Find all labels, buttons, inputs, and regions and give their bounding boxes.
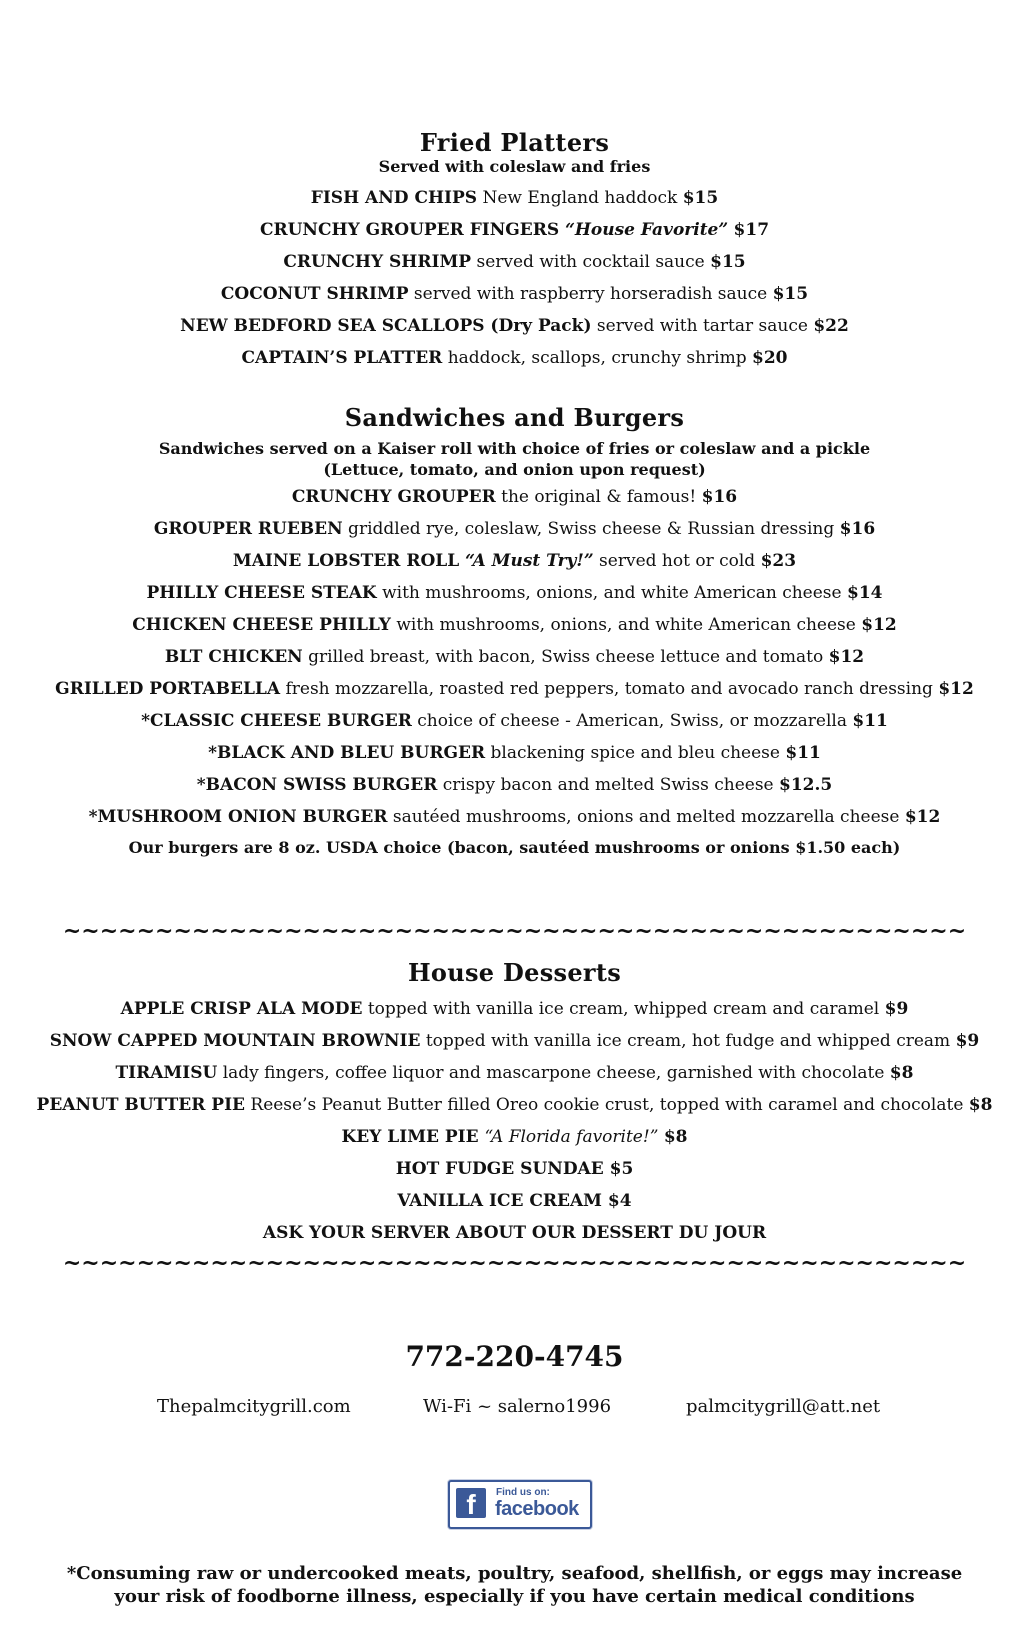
item-price: $16 — [839, 519, 876, 539]
fried-platter-item — [0, 220, 1029, 240]
item-description: Reese’s Peanut Butter filled Oreo cookie crust, topped with caramel and chocolate — [244, 1095, 969, 1115]
sandwich-item — [0, 743, 1029, 763]
sandwich-item — [0, 679, 1029, 699]
dessert-item — [0, 1063, 1029, 1083]
item-description: with mushrooms, onions, and white American cheese — [390, 615, 862, 635]
sandwiches-subtitle-2: (Lettuce, tomato, and onion upon request) — [323, 460, 706, 479]
email-link[interactable]: palmcitygrill@att.net — [686, 1396, 881, 1417]
item-price: $15 — [710, 252, 746, 272]
item-name: ASK YOUR SERVER ABOUT OUR DESSERT DU JOUR — [262, 1223, 767, 1243]
item-name: NEW BEDFORD SEA SCALLOPS (Dry Pack) — [180, 316, 592, 336]
item-name: FISH AND CHIPS — [310, 188, 478, 208]
item-price: $9 — [884, 999, 909, 1019]
item-name: KEY LIME PIE — [341, 1127, 485, 1147]
fried-platter-item — [0, 316, 1029, 336]
sandwich-item — [0, 487, 1029, 507]
item-name: CRUNCHY SHRIMP — [283, 252, 472, 272]
item-price: $15 — [682, 188, 719, 208]
item-name: CAPTAIN’S PLATTER — [241, 348, 443, 368]
fried-platters-subtitle: Served with coleslaw and fries — [378, 157, 651, 176]
item-price: $17 — [733, 220, 770, 240]
food-warning-line-1: *Consuming raw or undercooked meats, poultry, seafood, shellfish, or eggs may increase — [66, 1563, 963, 1584]
item-name: CRUNCHY GROUPER FINGERS — [259, 220, 566, 240]
item-description: griddled rye, coleslaw, Swiss cheese & Russian dressing — [342, 519, 840, 539]
item-name: APPLE CRISP ALA MODE — [120, 999, 363, 1019]
item-price: $8 — [968, 1095, 993, 1115]
sandwich-item — [0, 583, 1029, 603]
sandwich-item — [0, 775, 1029, 795]
sandwiches-subtitle: Sandwiches served on a Kaiser roll with choice of fries or coleslaw and a pickle — [158, 439, 871, 458]
item-description: crispy bacon and melted Swiss cheese — [437, 775, 780, 795]
fried-platter-item — [0, 284, 1029, 304]
fried-platter-item — [0, 348, 1029, 368]
dessert-item — [0, 1031, 1029, 1051]
facebook-find-label: Find us on: — [496, 1487, 550, 1498]
item-price: $8 — [663, 1127, 688, 1147]
item-description: served hot or cold — [593, 551, 761, 571]
item-description: grilled breast, with bacon, Swiss cheese lettuce and tomato — [302, 647, 829, 667]
dessert-item — [0, 1127, 1029, 1147]
dessert-item — [0, 999, 1029, 1019]
wifi-info: Wi-Fi ~ salerno1996 — [423, 1396, 612, 1417]
item-tagline: “A Florida favorite!” — [484, 1127, 659, 1147]
item-price: $12.5 — [779, 775, 833, 795]
item-name: HOT FUDGE SUNDAE — [395, 1159, 610, 1179]
item-name: CRUNCHY GROUPER — [291, 487, 496, 507]
item-price: $4 — [607, 1191, 632, 1211]
item-price: $8 — [889, 1063, 914, 1083]
item-price: $12 — [861, 615, 897, 635]
item-description: lady fingers, coffee liquor and mascarpone cheese, garnished with chocolate — [217, 1063, 890, 1083]
sandwiches-title: Sandwiches and Burgers — [344, 403, 685, 432]
item-price: $12 — [904, 807, 941, 827]
item-name: CHICKEN CHEESE PHILLY — [132, 615, 391, 635]
facebook-wordmark: facebook — [495, 1498, 579, 1520]
item-price: $16 — [701, 487, 738, 507]
item-name: *MUSHROOM ONION BURGER — [88, 807, 388, 827]
item-name: PEANUT BUTTER PIE — [36, 1095, 245, 1115]
item-name: *BLACK AND BLEU BURGER — [208, 743, 486, 763]
tilde-divider: ~~~~~~~~~~~~~~~~~~~~~~~~~~~~~~~~~~~~~~~~~~~~~~~~~ — [62, 918, 967, 944]
item-price: $23 — [760, 551, 797, 571]
sandwich-item — [0, 615, 1029, 635]
item-price: $15 — [772, 284, 809, 304]
item-price: $20 — [751, 348, 788, 368]
item-description: served with tartar sauce — [591, 316, 814, 336]
food-warning-line-2: your risk of foodborne illness, especially if you have certain medical conditions — [114, 1586, 915, 1607]
item-description: served with raspberry horseradish sauce — [408, 284, 773, 304]
item-price: $11 — [785, 743, 821, 763]
item-description: topped with vanilla ice cream, whipped cream and caramel — [362, 999, 885, 1019]
item-price: $9 — [955, 1031, 980, 1051]
item-description: with mushrooms, onions, and white American cheese — [376, 583, 847, 603]
phone-number: 772-220-4745 — [405, 1340, 624, 1373]
item-name: *CLASSIC CHEESE BURGER — [141, 711, 412, 731]
dessert-item — [0, 1191, 1029, 1211]
item-name: PHILLY CHEESE STEAK — [146, 583, 377, 603]
facebook-icon: f — [456, 1488, 486, 1518]
item-name: MAINE LOBSTER ROLL — [232, 551, 466, 571]
sandwich-item — [0, 551, 1029, 571]
sandwich-item — [0, 519, 1029, 539]
item-description: choice of cheese - American, Swiss, or mozzarella — [411, 711, 853, 731]
dessert-item — [0, 1095, 1029, 1115]
item-description: New England haddock — [477, 188, 683, 208]
item-description: fresh mozzarella, roasted red peppers, tomato and avocado ranch dressing — [280, 679, 939, 699]
dessert-item — [0, 1223, 1029, 1243]
item-description: the original & famous! — [495, 487, 702, 507]
item-price: $14 — [847, 583, 883, 603]
tilde-divider-2: ~~~~~~~~~~~~~~~~~~~~~~~~~~~~~~~~~~~~~~~~~~~~~~~~~ — [62, 1250, 967, 1276]
item-price: $11 — [852, 711, 888, 731]
item-name: SNOW CAPPED MOUNTAIN BROWNIE — [49, 1031, 421, 1051]
fried-platter-item — [0, 252, 1029, 272]
dessert-item — [0, 1159, 1029, 1179]
item-description: sautéed mushrooms, onions and melted mozzarella cheese — [387, 807, 905, 827]
sandwich-item — [0, 711, 1029, 731]
item-name: BLT CHICKEN — [164, 647, 303, 667]
item-price: $5 — [609, 1159, 634, 1179]
burger-note: Our burgers are 8 oz. USDA choice (bacon, sautéed mushrooms or onions $1.50 each) — [128, 838, 901, 857]
item-tagline: “A Must Try!” — [465, 551, 594, 571]
item-name: GRILLED PORTABELLA — [55, 679, 281, 699]
item-name: TIRAMISU — [115, 1063, 218, 1083]
facebook-badge[interactable] — [448, 1480, 592, 1529]
fried-platters-title: Fried Platters — [419, 128, 610, 157]
fried-platter-item — [0, 188, 1029, 208]
item-description: haddock, scallops, crunchy shrimp — [442, 348, 752, 368]
sandwich-item — [0, 647, 1029, 667]
item-name: VANILLA ICE CREAM — [397, 1191, 608, 1211]
item-name: *BACON SWISS BURGER — [196, 775, 438, 795]
item-description: blackening spice and bleu cheese — [485, 743, 786, 763]
item-price: $12 — [828, 647, 865, 667]
item-tagline: “House Favorite” — [565, 220, 729, 240]
sandwich-item — [0, 807, 1029, 827]
item-description: served with cocktail sauce — [471, 252, 711, 272]
item-price: $12 — [938, 679, 974, 699]
item-name: COCONUT SHRIMP — [220, 284, 409, 304]
item-price: $22 — [813, 316, 849, 336]
desserts-title: House Desserts — [407, 958, 622, 987]
item-description: topped with vanilla ice cream, hot fudge and whipped cream — [420, 1031, 956, 1051]
item-name: GROUPER RUEBEN — [153, 519, 343, 539]
website-link[interactable]: Thepalmcitygrill.com — [157, 1396, 351, 1417]
